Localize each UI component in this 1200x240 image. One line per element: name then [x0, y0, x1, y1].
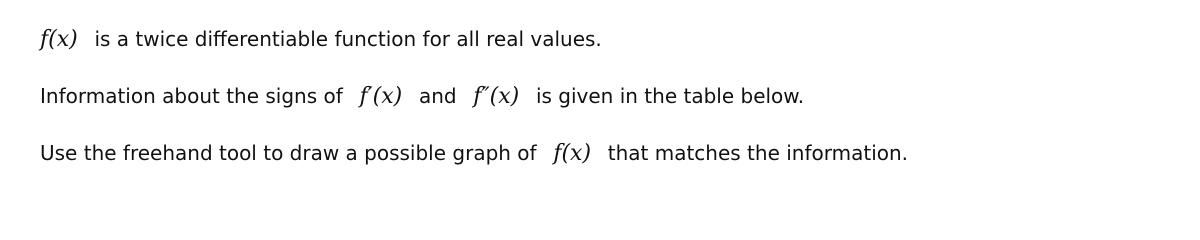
problem-line-2 [40, 82, 804, 111]
line-2-text-and: and [418, 84, 457, 108]
line-3-text-after: that matches the information. [607, 141, 909, 165]
math-f-double-prime-of-x: f″(x) [473, 84, 520, 109]
line-2-text-after: is given in the table below. [535, 84, 805, 108]
problem-line-3 [40, 139, 908, 168]
problem-line-1 [40, 25, 602, 54]
math-f-prime-of-x: f′(x) [359, 84, 403, 109]
line-1-text: is a twice differentiable function for all real values. [94, 27, 602, 51]
math-f-of-x: f(x) [40, 27, 78, 52]
math-f-of-x: f(x) [553, 141, 592, 166]
line-2-text-before: Information about the signs of [40, 84, 343, 108]
line-3-text-before: Use the freehand tool to draw a possible graph of [40, 141, 537, 165]
